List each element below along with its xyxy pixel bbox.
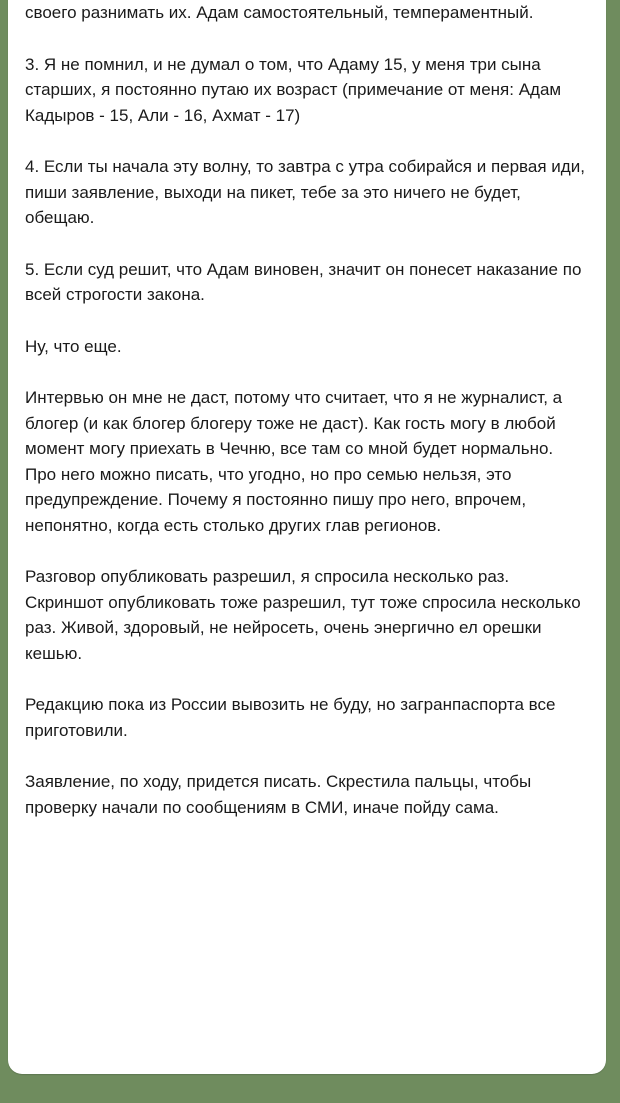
- message-paragraph: 5. Если суд решит, что Адам виновен, значит он понесет наказание по всей строгости закона.: [25, 259, 582, 304]
- paragraph-gap: [25, 26, 585, 52]
- message-paragraph: Заявление, по ходу, придется писать. Скрестила пальцы, чтобы проверку начали по сообщениям в СМИ, иначе пойду сама.: [25, 772, 532, 817]
- paragraph-gap: [25, 743, 585, 769]
- paragraph-gap: [25, 666, 585, 692]
- message-paragraph: Ну, что еще.: [25, 336, 122, 356]
- paragraph-gap: [25, 308, 585, 334]
- paragraph-gap: [25, 231, 585, 257]
- paragraph-gap: [25, 538, 585, 564]
- message-paragraph: 3. Я не помнил, и не думал о том, что Адаму 15, у меня три сына старших, я постоянно путаю их возраст (примечание от меня: Адам Кадыров - 15, Али - 16, Ахмат - 17): [25, 54, 562, 125]
- message-paragraph: Разговор опубликовать разрешил, я спросила несколько раз. Скриншот опубликовать тоже разрешил, тут тоже спросила несколько раз. Живой, здоровый, не нейросеть, очень энергично ел орешки кешью.: [25, 567, 581, 663]
- message-text: [25, 0, 585, 820]
- message-paragraph: Редакцию пока из России вывозить не буду, но загранпаспорта все приготовили.: [25, 695, 556, 740]
- chat-background-strip: [0, 1078, 620, 1103]
- message-paragraph: своего разнимать их. Адам самостоятельный, темпераментный.: [25, 3, 534, 22]
- message-paragraph: Интервью он мне не даст, потому что считает, что я не журналист, а блогер (и как блогер блогеру тоже не даст). Как гость могу в любой момент могу приехать в Чечню, все там со мной будет нормально. Про него можно писать, что угодно, но про семью нельзя, это предупреждение. Почему я постоянно пишу про него, впрочем, непонятно, когда есть столько других глав регионов.: [25, 388, 563, 535]
- paragraph-gap: [25, 128, 585, 154]
- paragraph-gap: [25, 359, 585, 385]
- message-paragraph: 4. Если ты начала эту волну, то завтра с утра собирайся и первая иди, пиши заявление, выходи на пикет, тебе за это ничего не будет, обещаю.: [25, 157, 585, 227]
